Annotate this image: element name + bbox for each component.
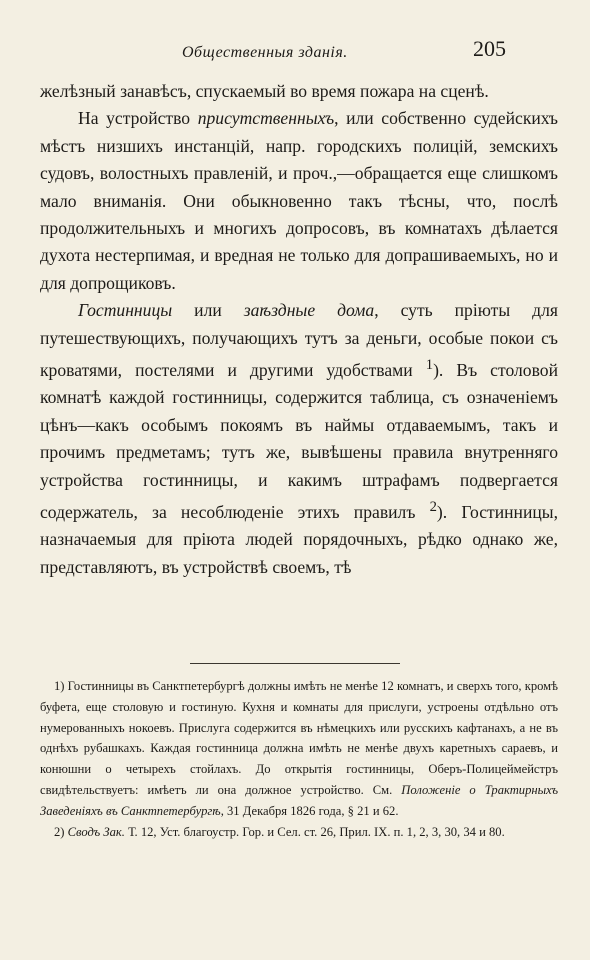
paragraph-2-start: На устройство bbox=[78, 108, 198, 129]
paragraph-1: желѣзный занавѣсъ, спускаемый во время пожара на сценѣ. bbox=[40, 81, 489, 101]
paragraph-3-or: или bbox=[172, 300, 244, 321]
footnote-2-source: Сводъ Зак. bbox=[67, 824, 125, 839]
paragraph-2 bbox=[40, 105, 558, 297]
footnotes bbox=[40, 676, 558, 842]
footnote-2-number: 2) bbox=[54, 824, 68, 839]
footnote-separator bbox=[190, 663, 400, 664]
page-header bbox=[0, 34, 590, 64]
paragraph-3-part-1: , суть пріюты для путешествующихъ, получающихъ тутъ за деньги, особые покои съ кроватями, постелями и другими удобствами bbox=[40, 300, 558, 380]
paragraph-2-rest: , или собственно судейскихъ мѣстъ низшихъ инстанцій, напр. городскихъ полицій, земскихъ судовъ, волостныхъ правленій, и проч.,—обращается еще слишкомъ мало вниманія. Они обыкновенно такъ тѣсны, что, послѣ продолжительныхъ и многихъ допросовъ, въ комнатахъ дѣлается духота нестерпимая, и вредная не только для допрашиваемыхъ, но и для допрощиковъ. bbox=[40, 108, 559, 293]
emphasis-guest-houses: заѣздные дома bbox=[243, 300, 375, 321]
running-title: Общественныя зданія. bbox=[182, 44, 348, 61]
emphasis-presence-offices: присутственныхъ bbox=[197, 108, 335, 129]
footnote-ref-1: 1 bbox=[425, 357, 434, 374]
main-text bbox=[40, 78, 558, 581]
paragraph-3-part-3: ). Гостинницы, назначаемыя для пріюта людей порядочныхъ, рѣдко однако же, представляютъ, въ устройствѣ своемъ, тѣ bbox=[40, 501, 558, 577]
paragraph-3-part-2: ). Въ столовой комнатѣ каждой гостинницы, содержится таблица, съ означеніемъ цѣнъ—какъ особымъ покоямъ въ наймы отдаваемымъ, такъ и прочимъ предметамъ; тутъ же, вывѣшены правила внутренняго устройства гостинницы, и какимъ штрафамъ подвергается содержатель, за несоблюденіе этихъ правилъ bbox=[40, 359, 558, 522]
footnote-1-date: , 31 Декабря 1826 года, § 21 и 62. bbox=[220, 803, 399, 818]
paragraph-3 bbox=[40, 297, 558, 581]
footnote-2-text: Т. 12, Уст. благоустр. Гор. и Сел. ст. 26, Прил. IX. п. 1, 2, 3, 30, 34 и 80. bbox=[124, 824, 505, 839]
footnote-1-source: Положеніе о Трактирныхъ Заведеніяхъ въ Санктпетербургѣ bbox=[40, 782, 558, 818]
emphasis-inns: Гостинницы bbox=[78, 300, 173, 321]
footnote-ref-2: 2 bbox=[429, 498, 437, 515]
footnote-1-text: 1) Гостинницы въ Санктпетербургѣ должны имѣть не менѣе 12 комнатъ, и сверхъ того, кромѣ буфета, еще столовую и гостиную. Кухня и комнаты для прислуги, устроены отдѣльно отъ нумерованныхъ нокоевъ. Прислуга содержится въ нѣмецкихъ или русскихъ кафтанахъ, а не въ однѣхъ рубашкахъ. Каждая гостинница должна имѣть не менѣе двухъ каретныхъ сараевъ, и конюшни о четырехъ стойлахъ. До открытія гостинницы, Оберъ-Полицеймейстръ свидѣтельствуетъ: имѣетъ ли она должное устройство. См. bbox=[40, 679, 558, 797]
page-number: 205 bbox=[473, 36, 506, 61]
footnote-1 bbox=[40, 676, 558, 822]
footnote-2 bbox=[40, 822, 558, 843]
